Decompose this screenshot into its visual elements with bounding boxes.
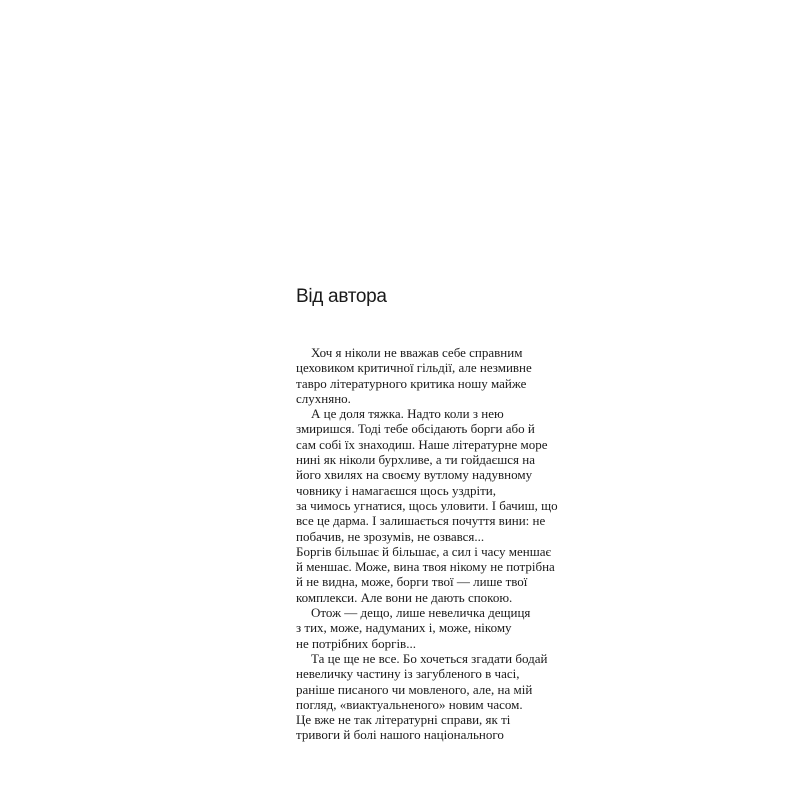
text-line: човнику і намагаєшся щось уздріти, (296, 482, 496, 498)
text-line: змиришся. Тоді тебе обсідають борги або й (296, 421, 535, 437)
text-line: Хоч я ніколи не вважав себе справним (311, 345, 523, 360)
text-line: Отож — дещо, лише невеличка дещиця (311, 605, 531, 621)
text-line: тривоги й болі нашого національного (296, 727, 504, 743)
text-line: погляд, «виактуальненого» новим часом. (296, 696, 523, 712)
text-line: Це вже не так літературні справи, як ті (296, 712, 511, 728)
text-line: сам собі їх знаходиш. Наше літературне море (296, 436, 548, 452)
text-line: цеховиком критичної гільдії, але незмивне (296, 360, 532, 376)
text-line: побачив, не зрозумів, не озвався... (296, 528, 485, 544)
text-line: А це доля тяжка. Надто коли з нею (311, 406, 504, 422)
text-line: його хвилях на своєму вутлому надувному (296, 467, 533, 483)
text-line: все це дарма. І залишається почуття вини: не (296, 513, 546, 529)
text-line: й меншає. Може, вина твоя нікому не потрібна (296, 559, 555, 575)
text-line: слухняно. (296, 390, 351, 406)
text-line: Та це ще не все. Бо хочеться згадати бодай (311, 650, 548, 666)
chapter-heading: Від автора (296, 286, 387, 307)
body-text (296, 345, 576, 743)
text-line: тавро літературного критика ношу майже (296, 375, 527, 391)
text-line: з тих, може, надуманих і, може, нікому (296, 620, 512, 636)
text-line: раніше писаного чи мовленого, але, на мій (296, 681, 533, 697)
text-line: не потрібних боргів... (296, 635, 416, 651)
text-line: комплекси. Але вони не дають спокою. (296, 589, 513, 605)
text-line: й не видна, може, борги твої — лише твої (296, 574, 528, 590)
text-line: нині як ніколи бурхливе, а ти гойдаєшся на (296, 452, 535, 468)
text-line: Боргів більшає й більшає, а сил і часу меншає (296, 543, 552, 559)
text-line: невеличку частину із загубленого в часі, (296, 666, 520, 682)
text-line: за чимось угнатися, щось уловити. І бачиш, що (296, 497, 558, 513)
